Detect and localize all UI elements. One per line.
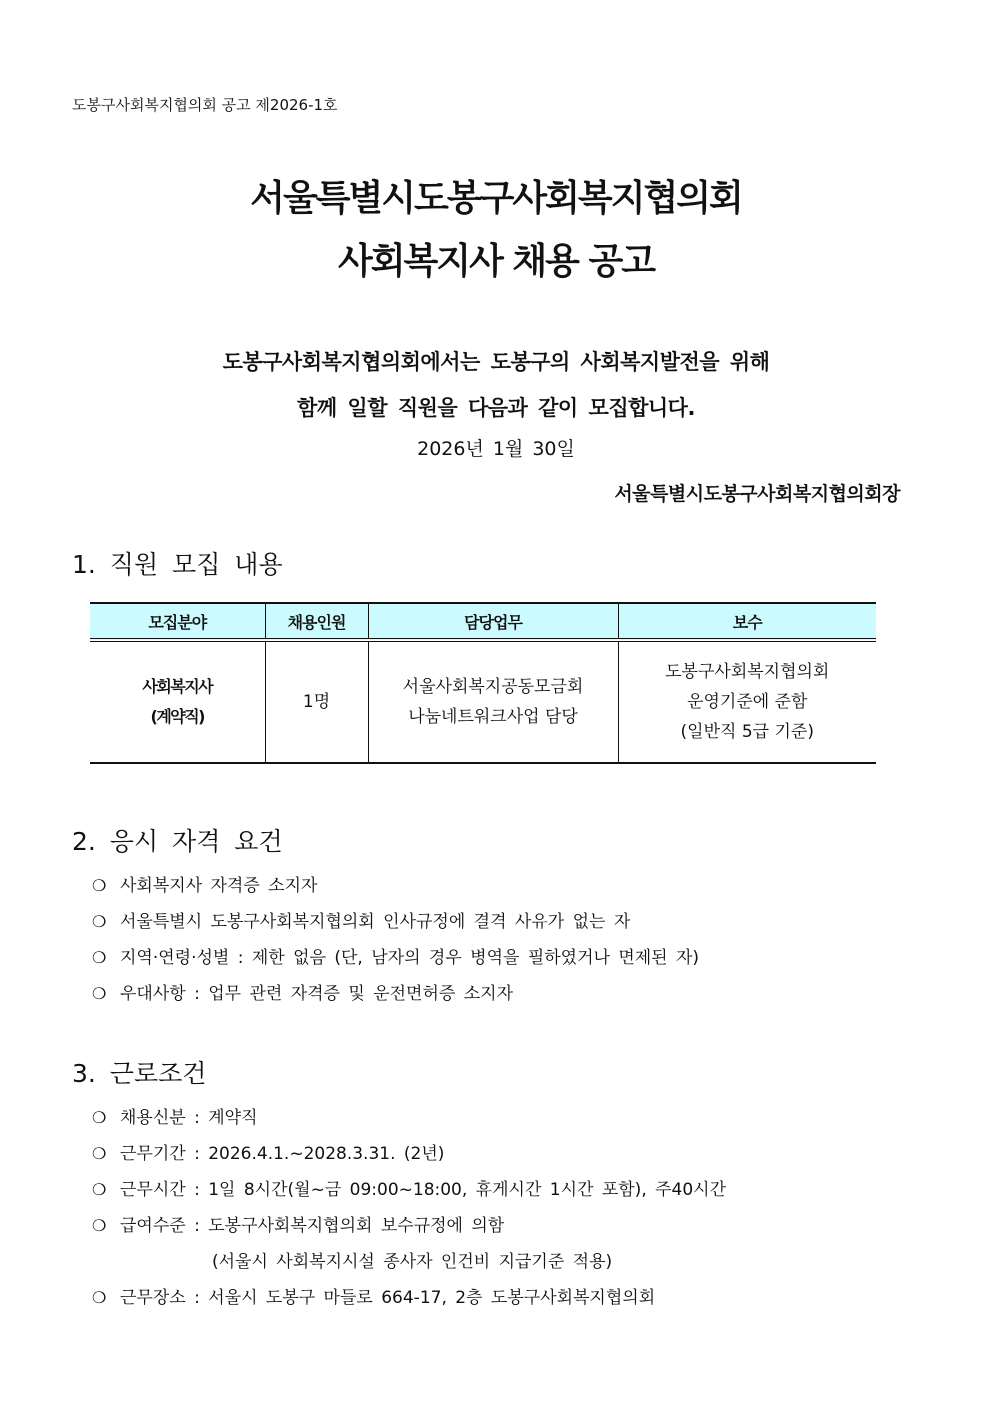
duty-line: 나눔네트워크사업 담당 [408,707,578,727]
list-item [92,976,699,1012]
pay-note: (서울시 사회복지시설 종사자 인건비 지급기준 적용) [212,1252,613,1272]
item-text: 근무시간 : 1일 8시간(월~금 09:00~18:00, 휴게시간 1시간 포함), 주40시간 [120,1180,727,1200]
circle-bullet-icon: ❍ [92,1108,107,1127]
section-1-title: 1. 직원 모집 내용 [72,550,283,579]
recruitment-table [90,602,876,764]
field-line: (계약직) [150,707,204,726]
pay-line: 도봉구사회복지협의회 [665,662,830,682]
list-item [92,1136,726,1172]
header-duty: 담당업무 [368,603,618,640]
header-count: 채용인원 [265,603,368,640]
notice-date: 2026년 1월 30일 [417,438,575,460]
title-organization: 서울특별시도봉구사회복지협의회 [250,178,742,219]
header-field: 모집분야 [90,603,265,640]
pay-line: (일반직 5급 기준) [680,722,814,742]
intro-line-1: 도봉구사회복지협의회에서는 도봉구의 사회복지발전을 위해 [222,350,770,374]
list-item [92,1280,726,1316]
notice-number: 도봉구사회복지협의회 공고 제2026-1호 [72,96,338,114]
section-3-title: 3. 근로조건 [72,1059,207,1088]
section-2-title: 2. 응시 자격 요건 [72,827,283,856]
cell-pay [618,640,876,763]
pay-line: 운영기준에 준함 [687,692,808,712]
circle-bullet-icon: ❍ [92,1288,107,1307]
item-text: 사회복지사 자격증 소지자 [120,876,318,896]
list-item [92,1172,726,1208]
item-text: 서울특별시 도봉구사회복지협의회 인사규정에 결격 사유가 없는 자 [120,912,631,932]
list-item [92,1100,726,1136]
signer: 서울특별시도봉구사회복지협의회장 [614,483,900,505]
circle-bullet-icon: ❍ [92,1144,107,1163]
list-item [92,940,699,976]
cell-count: 1명 [265,640,368,763]
cell-duty [368,640,618,763]
qualification-list [92,868,699,1012]
table-row [90,640,876,763]
item-text: 근무장소 : 서울시 도봉구 마들로 664-17, 2층 도봉구사회복지협의회 [120,1288,656,1308]
intro-line-2: 함께 일할 직원을 다음과 같이 모집합니다. [297,396,695,420]
header-pay: 보수 [618,603,876,640]
circle-bullet-icon: ❍ [92,876,107,895]
table-header-row [90,603,876,640]
item-text: 근무기간 : 2026.4.1.~2028.3.31. (2년) [120,1144,445,1164]
item-text: 우대사항 : 업무 관련 자격증 및 운전면허증 소지자 [120,984,513,1004]
cell-field [90,640,265,763]
title-recruitment: 사회복지사 채용 공고 [337,241,655,282]
duty-line: 서울사회복지공동모금회 [402,677,584,697]
circle-bullet-icon: ❍ [92,948,107,967]
circle-bullet-icon: ❍ [92,1216,107,1235]
circle-bullet-icon: ❍ [92,1180,107,1199]
list-item [92,904,699,940]
circle-bullet-icon: ❍ [92,984,107,1003]
item-text: 급여수준 : 도봉구사회복지협의회 보수규정에 의함 [120,1216,505,1236]
item-text: 채용신분 : 계약직 [120,1108,258,1128]
field-line: 사회복지사 [142,677,213,696]
list-item [92,868,699,904]
item-text: 지역·연령·성별 : 제한 없음 (단, 남자의 경우 병역을 필하였거나 면제된 자) [120,948,700,968]
list-item [92,1208,726,1244]
working-conditions-list [92,1100,726,1316]
circle-bullet-icon: ❍ [92,912,107,931]
